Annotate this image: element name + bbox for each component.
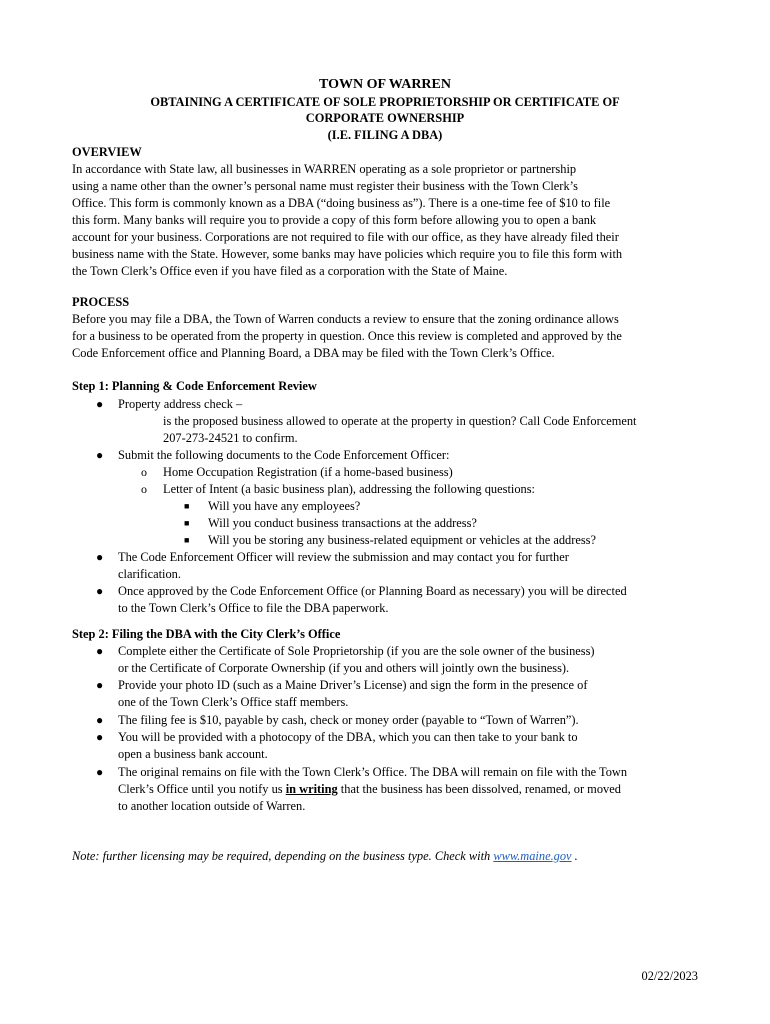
bullet-square-icon: ■ [184, 501, 190, 511]
bullet-dot-icon: ● [96, 448, 104, 462]
step1-sub-item-2: Letter of Intent (a basic business plan), addressing the following questions: [163, 482, 535, 496]
overview-line: the Town Clerk’s Office even if you have filed as a corporation with the State of Maine. [72, 264, 508, 278]
process-paragraph [72, 311, 712, 362]
overview-line: this form. Many banks will require you to provide a copy of this form before allowing you to open a bank [72, 213, 597, 227]
step1-bullet-3-line-1: The Code Enforcement Officer will review the submission and may contact you for further [118, 550, 569, 564]
process-line: Code Enforcement office and Planning Board, a DBA may be filed with the Town Clerk’s Office. [72, 346, 555, 360]
step2-bullet-1-line-1: Complete either the Certificate of Sole Proprietorship (if you are the sole owner of the business) [118, 644, 595, 658]
step2-bullet-5-line-3: to another location outside of Warren. [118, 799, 306, 813]
step1-question-2: Will you conduct business transactions at the address? [208, 516, 477, 530]
step2-bullet-3: The filing fee is $10, payable by cash, check or money order (payable to “Town of Warren”). [118, 713, 579, 727]
step1-bullet-1-phone: 207-273-24521 to confirm. [163, 431, 298, 445]
subtitle-line-1: OBTAINING A CERTIFICATE OF SOLE PROPRIETORSHIP OR CERTIFICATE OF [150, 95, 620, 109]
bullet-dot-icon: ● [96, 584, 104, 598]
subtitle-line-2: CORPORATE OWNERSHIP [305, 111, 465, 125]
maine-gov-link[interactable]: www.maine.gov [493, 849, 572, 863]
step2-bullet-5-line-1: The original remains on file with the Town Clerk’s Office. The DBA will remain on file with the Town [118, 765, 628, 779]
overview-line: business name with the State. However, some banks may have policies which require you to file this form with [72, 247, 623, 261]
bullet-dot-icon: ● [96, 713, 104, 727]
step1-heading: Step 1: Planning & Code Enforcement Review [72, 379, 317, 393]
subtitle-line-3: (I.E. FILING A DBA) [327, 128, 443, 142]
step2-bullet-5-post: that the business has been dissolved, renamed, or moved [337, 782, 621, 796]
step2-bullet-5-line-2 [118, 781, 621, 798]
step1-question-3: Will you be storing any business-related equipment or vehicles at the address? [208, 533, 596, 547]
bullet-circle-icon: o [141, 465, 147, 479]
bullet-dot-icon: ● [96, 765, 104, 779]
step1-bullet-4-line-1: Once approved by the Code Enforcement Office (or Planning Board as necessary) you will be directed [118, 584, 627, 598]
bullet-dot-icon: ● [96, 678, 104, 692]
step1-question-1: Will you have any employees? [208, 499, 361, 513]
note-tail: . [571, 849, 578, 863]
overview-line: Office. This form is commonly known as a DBA (“doing business as”). There is a one-time fee of $10 to file [72, 196, 611, 210]
overview-paragraph [72, 161, 712, 280]
step2-bullet-1-line-2: or the Certificate of Corporate Ownership (if you and others will jointly own the business). [118, 661, 570, 675]
bullet-dot-icon: ● [96, 644, 104, 658]
step1-bullet-3-line-2: clarification. [118, 567, 181, 581]
note-text: Note: further licensing may be required, depending on the business type. Check with [72, 849, 494, 863]
step1-sub-item-1: Home Occupation Registration (if a home-based business) [163, 465, 453, 479]
process-heading: PROCESS [72, 295, 130, 309]
overview-line: In accordance with State law, all businesses in WARREN operating as a sole proprietor or partnership [72, 162, 577, 176]
step2-heading: Step 2: Filing the DBA with the City Clerk’s Office [72, 627, 341, 641]
process-line: Before you may file a DBA, the Town of Warren conducts a review to ensure that the zoning ordinance allows [72, 312, 619, 326]
licensing-note [72, 848, 578, 865]
step1-bullet-2: Submit the following documents to the Code Enforcement Officer: [118, 448, 450, 462]
bullet-dot-icon: ● [96, 730, 104, 744]
overview-line: using a name other than the owner’s personal name must register their business with the Town Clerk’s [72, 179, 578, 193]
bullet-dot-icon: ● [96, 397, 104, 411]
overview-line: account for your business. Corporations are not required to file with our office, as they have already filed their [72, 230, 619, 244]
page-title: TOWN OF WARREN [319, 77, 451, 92]
process-line: for a business to be operated from the property in question. Once this review is completed and approved by the [72, 329, 622, 343]
bullet-circle-icon: o [141, 482, 147, 496]
step1-bullet-1: Property address check – [118, 397, 243, 411]
in-writing-emphasis: in writing [285, 782, 338, 796]
step1-bullet-1-detail: is the proposed business allowed to operate at the property in question? Call Code Enforcement [163, 414, 637, 428]
bullet-dot-icon: ● [96, 550, 104, 564]
step2-bullet-2-line-2: one of the Town Clerk’s Office staff members. [118, 695, 349, 709]
document-date: 02/22/2023 [641, 969, 698, 983]
overview-heading: OVERVIEW [72, 145, 142, 159]
step1-bullet-4-line-2: to the Town Clerk’s Office to file the DBA paperwork. [118, 601, 389, 615]
bullet-square-icon: ■ [184, 518, 190, 528]
step2-bullet-2-line-1: Provide your photo ID (such as a Maine Driver’s License) and sign the form in the presence of [118, 678, 588, 692]
step2-bullet-4-line-1: You will be provided with a photocopy of the DBA, which you can then take to your bank to [118, 730, 578, 744]
step2-bullet-4-line-2: open a business bank account. [118, 747, 268, 761]
bullet-square-icon: ■ [184, 535, 190, 545]
step2-bullet-5-pre: Clerk’s Office until you notify us [118, 782, 286, 796]
